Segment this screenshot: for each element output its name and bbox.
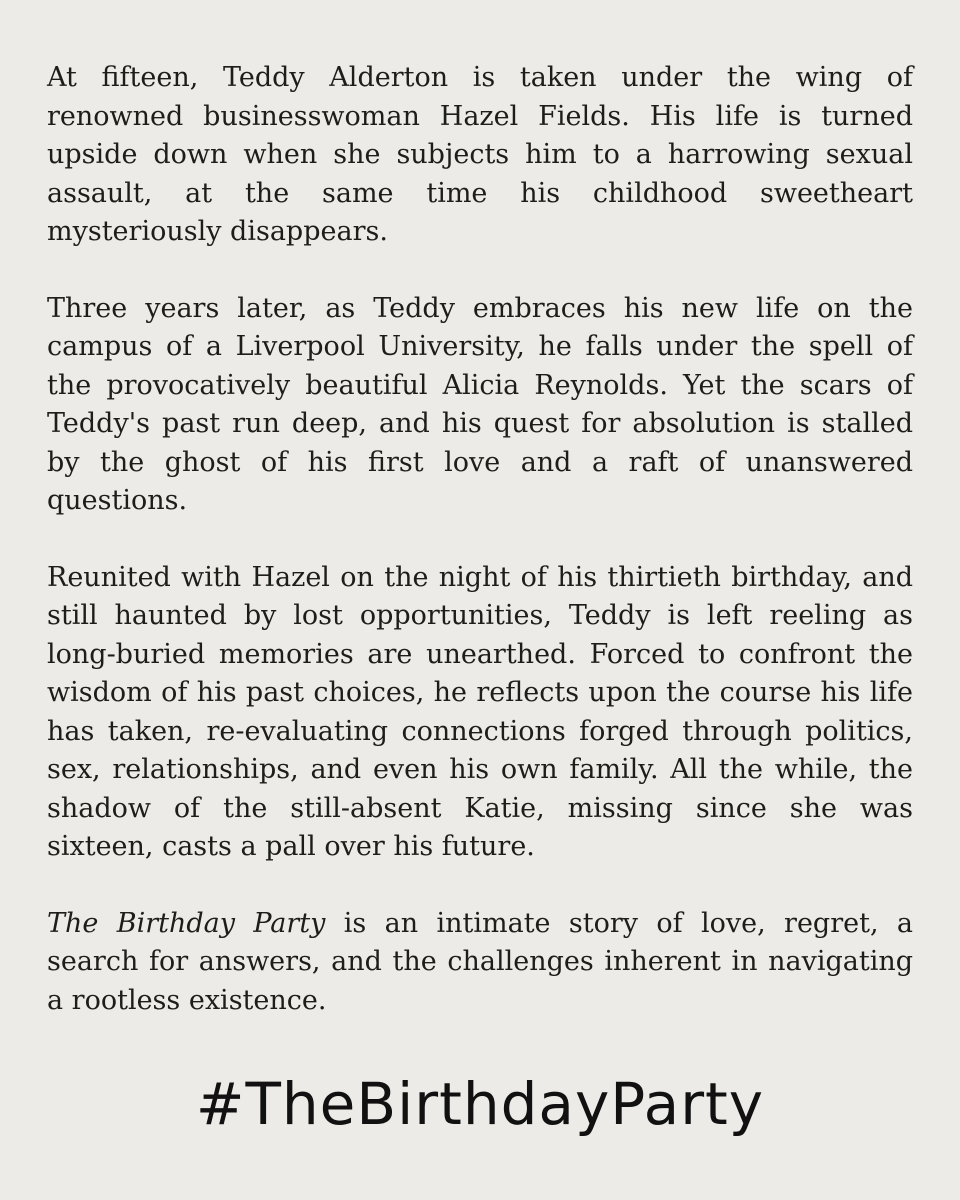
book-title: The Birthday Party	[47, 907, 326, 939]
synopsis-text-block	[47, 59, 913, 1020]
synopsis-paragraph-4-text: is an intimate story of love, regret, a search for answers, and the challenges inherent in navigating a rootless existence.	[47, 907, 913, 1016]
synopsis-paragraph-2: Three years later, as Teddy embraces his new life on the campus of a Liverpool University, he falls under the spell of the provocatively beautiful Alicia Reynolds. Yet the scars of Teddy's past run deep, and his quest for absolution is stalled by the ghost of his first love and a raft of unanswered questions.	[47, 292, 913, 516]
synopsis-paragraph-3: Reunited with Hazel on the night of his thirtieth birthday, and still haunted by lost opportunities, Teddy is left reeling as long-buried memories are unearthed. Forced to confront the wisdom of his past choices, he reflects upon the course his life has taken, re-evaluating connections forged through politics, sex, relationships, and even his own family. All the while, the shadow of the still-absent Katie, missing since she was sixteen, casts a pall over his future.	[47, 561, 913, 862]
hashtag-title: #TheBirthdayParty	[195, 1070, 765, 1138]
synopsis-paragraph-4	[47, 905, 913, 1021]
synopsis-paragraph-1: At fifteen, Teddy Alderton is taken under the wing of renowned businesswoman Hazel Fields. His life is turned upside down when she subjects him to a harrowing sexual assault, at the same time his childhood sweetheart mysteriously disappears.	[47, 62, 913, 247]
